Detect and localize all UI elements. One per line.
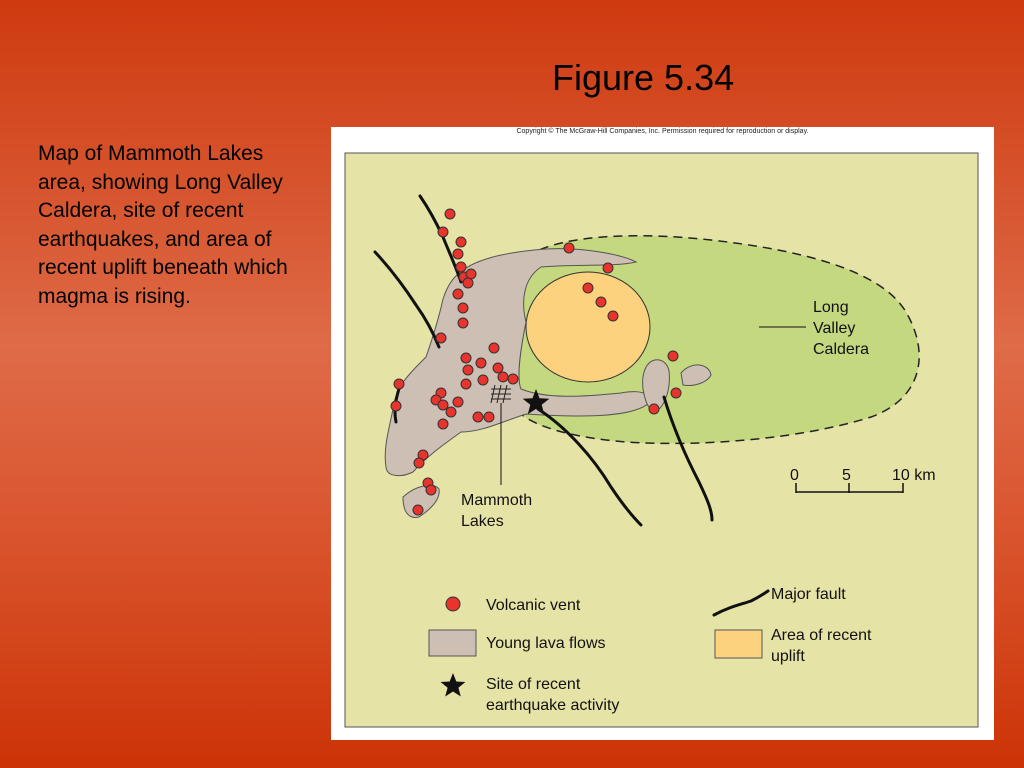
legend-fault-label: Major fault [771, 586, 846, 603]
legend-lava-symbol [429, 630, 476, 656]
vent [438, 227, 448, 237]
vent [583, 283, 593, 293]
vent [473, 412, 483, 422]
slide-title: Figure 5.34 [552, 57, 735, 98]
legend-uplift-label-line1: Area of recent [771, 627, 872, 644]
scale-tick-5: 5 [842, 467, 851, 484]
vent [458, 318, 468, 328]
vent [498, 372, 508, 382]
vent [453, 289, 463, 299]
vent [478, 375, 488, 385]
vent [603, 263, 613, 273]
vent [394, 379, 404, 389]
legend-earthquake-label-line1: Site of recent [486, 676, 581, 693]
vent [453, 397, 463, 407]
vent [446, 407, 456, 417]
caldera-label-line1: Long [813, 299, 849, 316]
vent [438, 400, 448, 410]
vent [489, 343, 499, 353]
vent [668, 351, 678, 361]
vent [564, 243, 574, 253]
vent [463, 278, 473, 288]
vent [438, 419, 448, 429]
vent [493, 363, 503, 373]
map-figure [331, 127, 994, 740]
vent [596, 297, 606, 307]
copyright-notice: Copyright © The McGraw-Hill Companies, Inc. Permission required for reproduction or display. [516, 128, 809, 135]
caldera-label-line2: Valley [813, 320, 856, 337]
town-label-line2: Lakes [461, 513, 504, 530]
vent [458, 303, 468, 313]
legend-earthquake-label-line2: earthquake activity [486, 697, 620, 714]
figure-caption: Map of Mammoth Lakes area, showing Long Valley Caldera, site of recent earthquakes, and area of recent uplift beneath which magma is rising. [38, 142, 288, 308]
legend-lava-label: Young lava flows [486, 635, 606, 652]
town-label-line1: Mammoth [461, 492, 533, 509]
map-svg [331, 127, 994, 740]
vent [508, 374, 518, 384]
vent [476, 358, 486, 368]
legend-vent-label: Volcanic vent [486, 597, 581, 614]
vent [456, 262, 466, 272]
vent [649, 404, 659, 414]
vent [426, 485, 436, 495]
vent [671, 388, 681, 398]
vent [463, 365, 473, 375]
vent [608, 311, 618, 321]
vent [456, 237, 466, 247]
vent [445, 209, 455, 219]
vent [391, 401, 401, 411]
scale-tick-0: 0 [790, 467, 799, 484]
caldera-label-line3: Caldera [813, 341, 870, 358]
vent [466, 269, 476, 279]
vent [461, 353, 471, 363]
vent [436, 333, 446, 343]
vent [413, 505, 423, 515]
vent [414, 458, 424, 468]
vent [461, 379, 471, 389]
legend-uplift-label-line2: uplift [771, 648, 805, 665]
legend-uplift-symbol [715, 630, 762, 658]
vent [484, 412, 494, 422]
legend-vent-symbol [446, 597, 460, 611]
vent [453, 249, 463, 259]
scale-tick-10: 10 km [892, 467, 936, 484]
